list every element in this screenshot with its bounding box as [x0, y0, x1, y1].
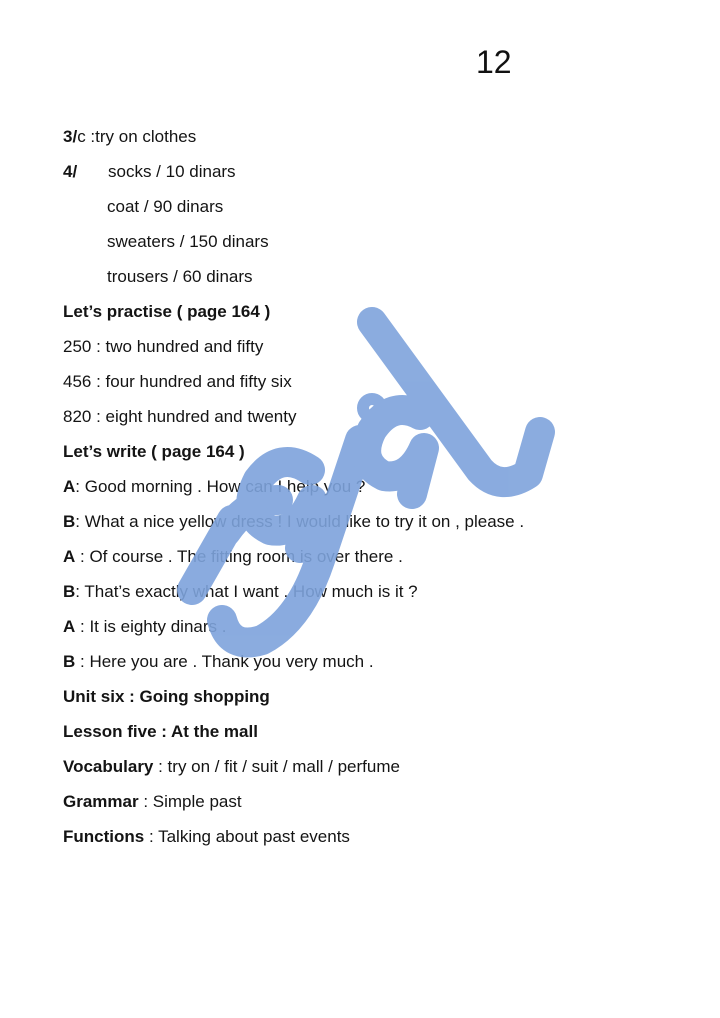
line-text: socks / 10 dinars: [108, 162, 236, 181]
text-line: [107, 231, 269, 253]
functions-line: [63, 826, 350, 848]
text-line: [63, 161, 236, 183]
line-bold: Unit six : Going shopping: [63, 687, 270, 706]
dialogue-line: [63, 546, 403, 568]
dialogue-line: [63, 476, 365, 498]
speaker-label: B: [63, 582, 76, 601]
text-line: [107, 196, 223, 218]
section-heading: [63, 441, 245, 463]
line-text: sweaters / 150 dinars: [107, 232, 269, 251]
line-bold: Let’s write ( page 164 ): [63, 442, 245, 461]
speaker-label: A: [63, 617, 76, 636]
text-line: [107, 266, 253, 288]
line-text: : Here you are . Thank you very much .: [75, 652, 374, 671]
speaker-label: A: [63, 477, 76, 496]
line-bold: Lesson five : At the mall: [63, 722, 258, 741]
dialogue-line: [63, 651, 374, 673]
line-text: : Of course . The fitting room is over there .: [75, 547, 403, 566]
line-bold: 4/: [63, 162, 78, 181]
unit-title: [63, 686, 270, 708]
line-bold: Let’s practise ( page 164 ): [63, 302, 271, 321]
line-text: coat / 90 dinars: [107, 197, 224, 216]
line-text: 250 : two hundred and fifty: [63, 337, 264, 356]
dialogue-line: [63, 581, 418, 603]
line-text: 820 : eight hundred and twenty: [63, 407, 297, 426]
line-text: : What a nice yellow dress ! I would like to try it on , please .: [75, 512, 525, 531]
speaker-label: B: [63, 652, 76, 671]
line-bold: Grammar: [63, 792, 139, 811]
grammar-line: [63, 791, 242, 813]
speaker-label: A: [63, 547, 76, 566]
lesson-title: [63, 721, 258, 743]
line-text: : That’s exactly what I want . How much is it ?: [75, 582, 418, 601]
text-line: [63, 371, 292, 393]
dialogue-line: [63, 511, 524, 533]
speaker-label: B: [63, 512, 76, 531]
line-text: : Simple past: [138, 792, 242, 811]
text-line: [63, 336, 263, 358]
line-bold: 3/: [63, 127, 78, 146]
section-heading: [63, 301, 270, 323]
line-text: trousers / 60 dinars: [107, 267, 253, 286]
line-text: : try on / fit / suit / mall / perfume: [153, 757, 400, 776]
line-text: c :try on clothes: [77, 127, 197, 146]
line-text: : Good morning . How can I help you ?: [75, 477, 366, 496]
text-line: [63, 126, 196, 148]
line-text: : Talking about past events: [144, 827, 350, 846]
line-text: 456 : four hundred and fifty six: [63, 372, 292, 391]
line-bold: Vocabulary: [63, 757, 154, 776]
vocabulary-line: [63, 756, 400, 778]
dialogue-line: [63, 616, 226, 638]
line-text: : It is eighty dinars .: [75, 617, 227, 636]
page-number: 12: [476, 44, 512, 80]
text-line: [63, 406, 296, 428]
line-bold: Functions: [63, 827, 145, 846]
